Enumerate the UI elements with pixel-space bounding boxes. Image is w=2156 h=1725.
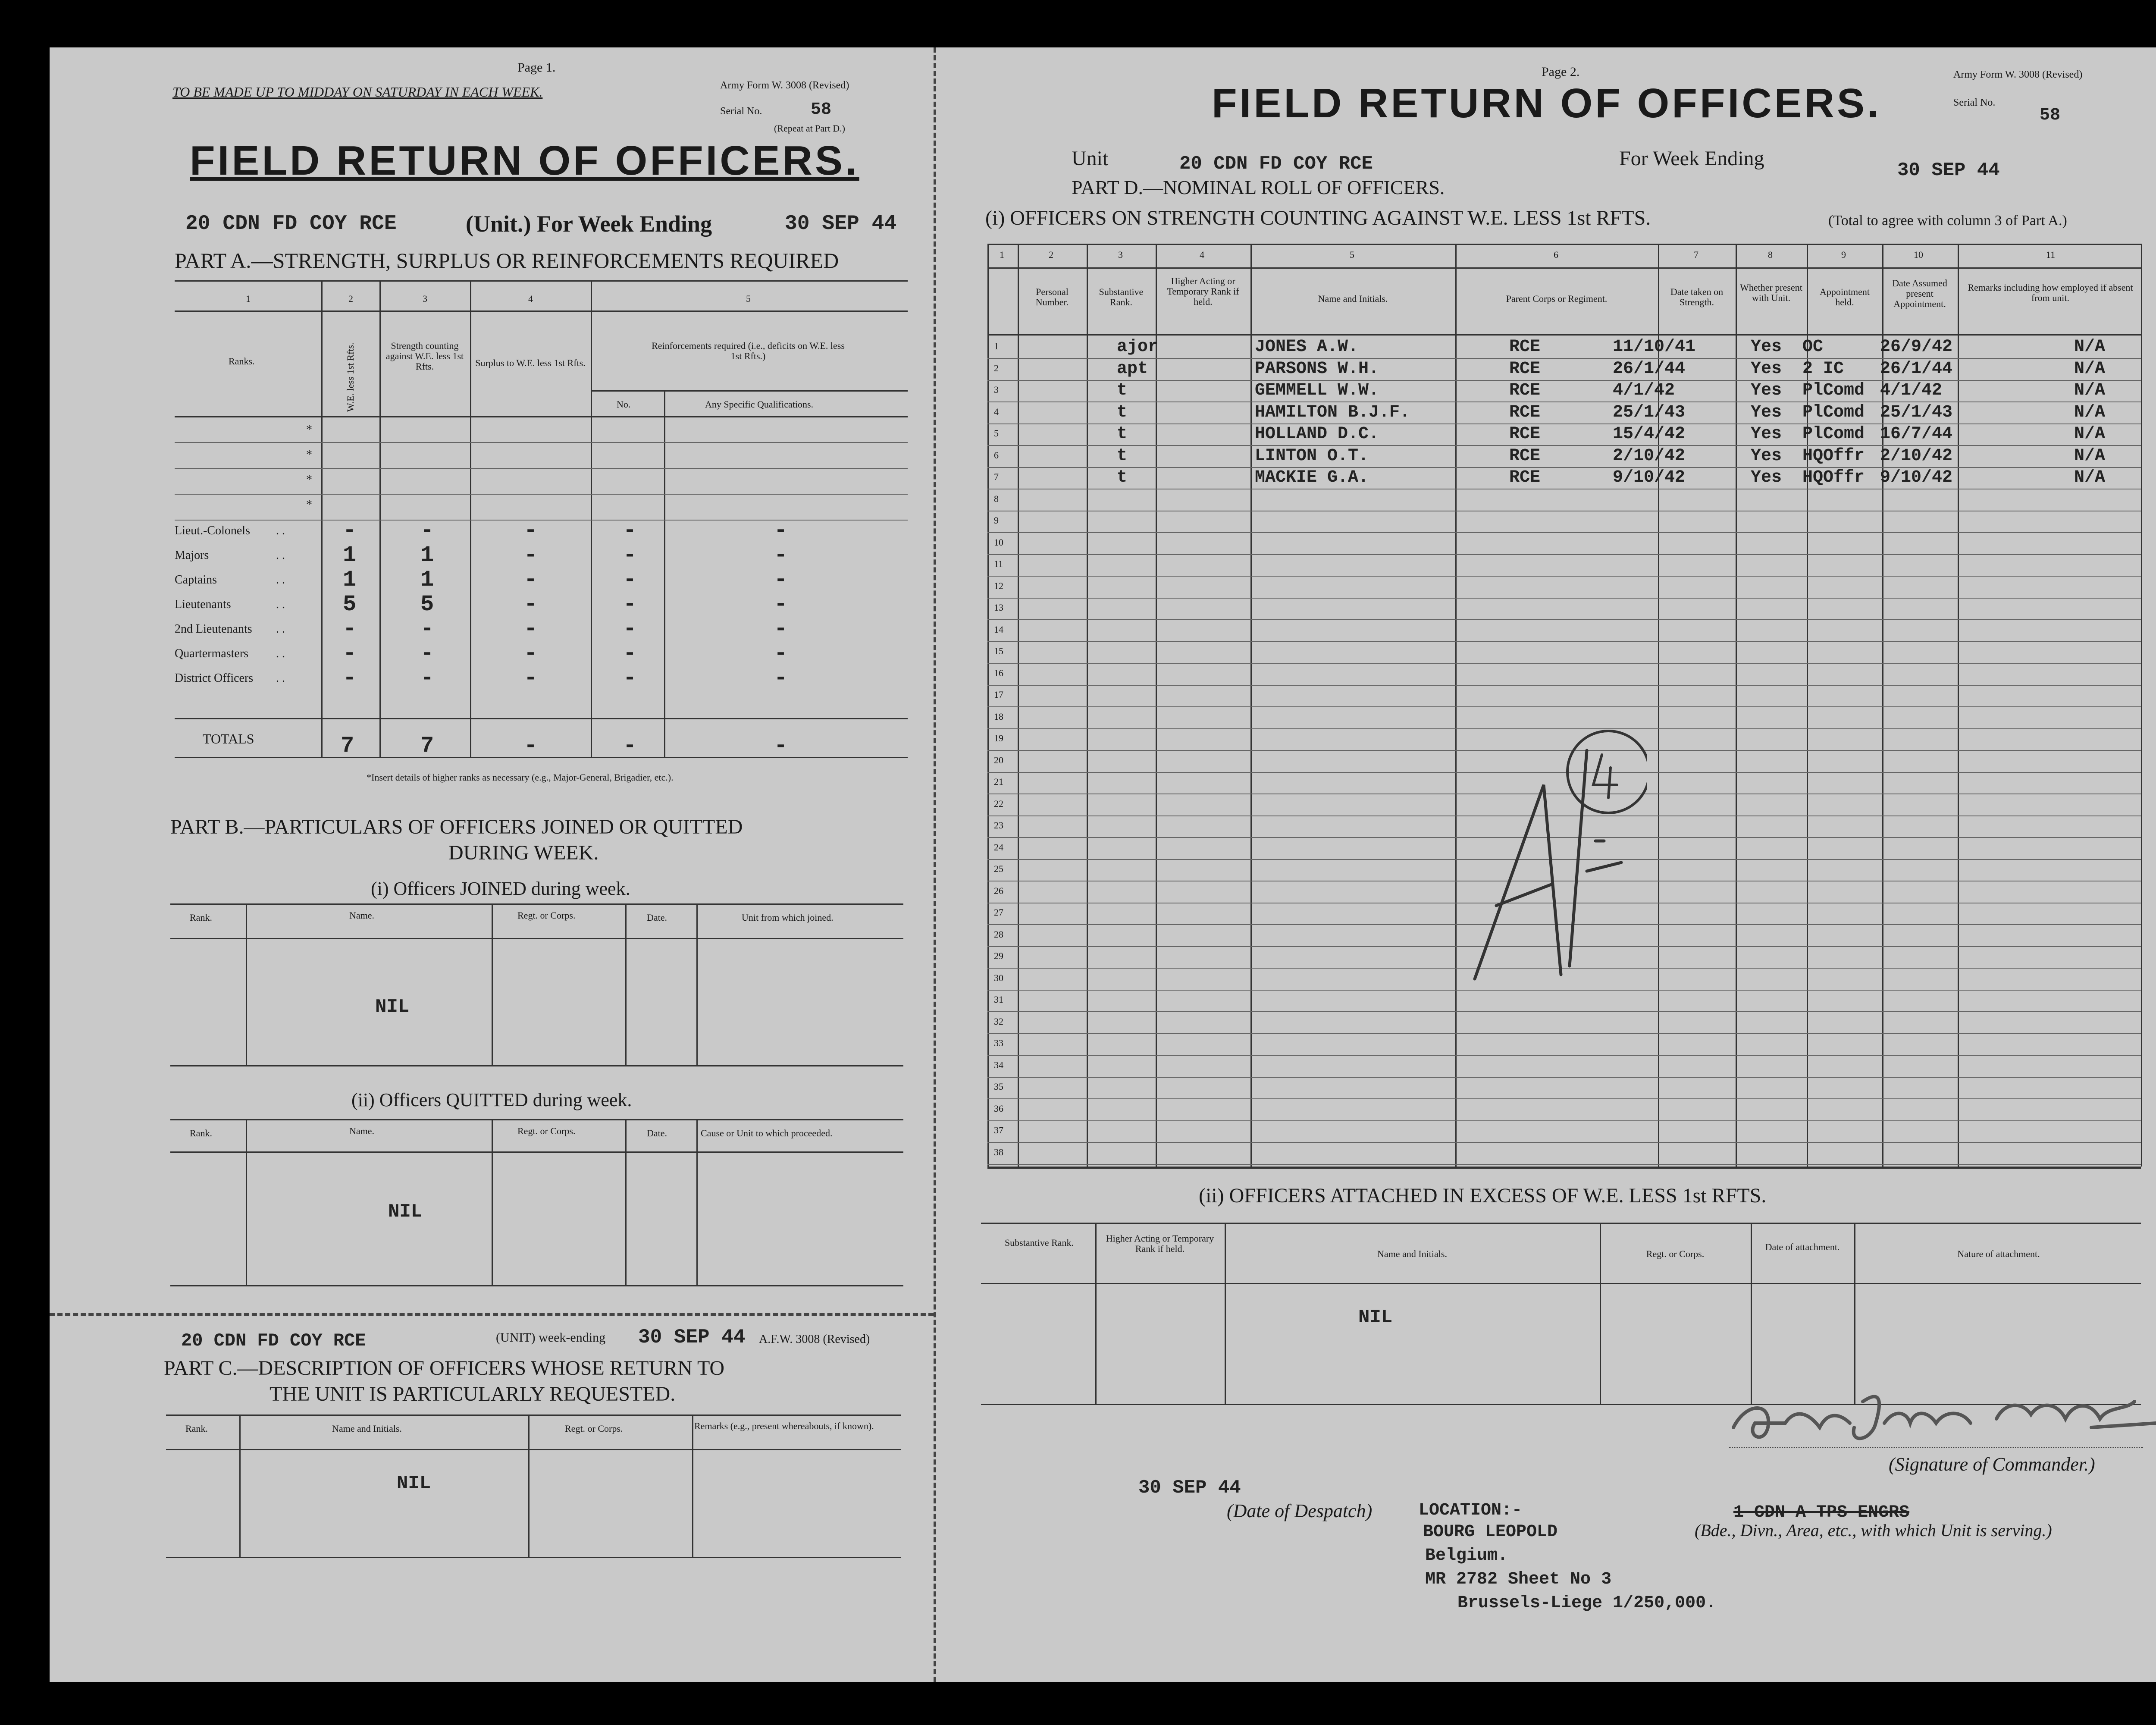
part-a-header-ranks: Ranks. <box>229 356 255 367</box>
part-c-nil: NIL <box>397 1473 431 1494</box>
right-page-title: FIELD RETURN OF OFFICERS. <box>1212 80 1881 126</box>
section-i-title: (i) OFFICERS ON STRENGTH COUNTING AGAINST W.E. LESS 1st RFTS. <box>985 207 1651 229</box>
row-number: 3 <box>994 384 999 395</box>
right-week-value: 30 SEP 44 <box>1897 160 2000 181</box>
officer-rank: t <box>1117 424 1128 444</box>
row-number: 9 <box>994 515 999 526</box>
officer-name: HOLLAND D.C. <box>1255 424 1379 444</box>
row-number: 36 <box>994 1103 1003 1114</box>
part-a-strength-value: - <box>420 665 434 691</box>
location-label: LOCATION:- <box>1419 1501 1523 1520</box>
joined-title: (i) Officers JOINED during week. <box>371 878 630 899</box>
officer-present: Yes <box>1751 446 1782 466</box>
part-a-we-value: - <box>343 641 357 666</box>
row-rule <box>987 423 2141 424</box>
leader-dots: . . <box>276 598 285 611</box>
officer-appointment: PlComd <box>1802 402 1865 422</box>
part-c-header-corps: Regt. or Corps. <box>565 1423 623 1434</box>
row-number: 20 <box>994 754 1003 765</box>
left-page-label: Page 1. <box>517 60 556 75</box>
row-number: 17 <box>994 689 1003 700</box>
row-rule <box>987 1055 2141 1056</box>
officer-corps: RCE <box>1509 337 1541 357</box>
totals-reinf-no: - <box>623 733 637 759</box>
right-serial-label: Serial No. <box>1953 97 1996 108</box>
header-date-appointment: Date Assumed present Appointment. <box>1892 278 1947 309</box>
row-number: 24 <box>994 841 1003 853</box>
row-rule <box>987 576 2141 577</box>
header-acting-rank: Higher Acting or Temporary Rank if held. <box>1167 276 1239 307</box>
officer-name: LINTON O.T. <box>1255 446 1369 466</box>
officer-name: MACKIE G.A. <box>1255 468 1369 487</box>
left-serial-note: (Repeat at Part D.) <box>774 123 845 134</box>
quitted-header-rank: Rank. <box>190 1128 212 1138</box>
part-a-we-value: - <box>343 518 357 543</box>
officer-rank: t <box>1117 402 1128 422</box>
row-rule <box>987 685 2141 686</box>
quitted-header-name: Name. <box>349 1126 375 1136</box>
officer-rank: ajor <box>1117 337 1159 357</box>
part-a-col-1: 1 <box>246 293 251 304</box>
attached-header-acting: Higher Acting or Temporary Rank if held. <box>1106 1233 1214 1254</box>
left-serial-value: 58 <box>811 100 832 119</box>
totals-we: 7 <box>341 733 354 759</box>
row-rule <box>987 401 2141 402</box>
officer-remarks: N/A <box>2074 337 2106 357</box>
officer-remarks: N/A <box>2074 446 2106 466</box>
row-number: 28 <box>994 928 1003 940</box>
row-number: 2 <box>994 362 999 373</box>
part-a-reinf-quals-value: - <box>774 665 788 691</box>
joined-header-unit: Unit from which joined. <box>742 912 834 923</box>
row-number: 18 <box>994 711 1003 722</box>
row-number: 7 <box>994 471 999 482</box>
officer-rank: apt <box>1117 359 1148 379</box>
officer-date-appointment: 4/1/42 <box>1880 381 1943 400</box>
attached-header-rank: Substantive Rank. <box>1004 1237 1074 1248</box>
part-a-reinf-quals-value: - <box>774 567 788 593</box>
left-week-value: 30 SEP 44 <box>785 212 897 235</box>
totals-reinf-quals: - <box>774 733 788 759</box>
part-a-col-2: 2 <box>348 293 353 304</box>
right-unit-value: 20 CDN FD COY RCE <box>1179 153 1373 175</box>
officer-corps: RCE <box>1509 381 1541 400</box>
formation-label: (Bde., Divn., Area, etc., with which Unit is serving.) <box>1695 1521 2052 1540</box>
row-number: 22 <box>994 798 1003 809</box>
leader-dots: . . <box>276 647 285 660</box>
officer-remarks: N/A <box>2074 468 2106 487</box>
part-d-title: PART D.—NOMINAL ROLL OF OFFICERS. <box>1072 176 1445 198</box>
part-a-we-value: 1 <box>343 543 357 568</box>
joined-nil: NIL <box>375 996 410 1018</box>
col-num-9: 9 <box>1841 249 1846 260</box>
part-a-strength-value: - <box>420 641 434 666</box>
part-a-header-reinf: Reinforcements required (i.e., deficits on W.E. less 1st Rfts.) <box>652 340 845 361</box>
right-form-number: Army Form W. 3008 (Revised) <box>1953 69 2083 80</box>
handwritten-app4-annotation <box>1457 699 1647 1000</box>
header-substantive-rank: Substantive Rank. <box>1099 286 1144 307</box>
officer-corps: RCE <box>1509 468 1541 487</box>
part-a-rank-label: Captains <box>175 573 217 586</box>
officer-appointment: HQOffr <box>1802 446 1865 466</box>
part-a-reinf-quals-value: - <box>774 592 788 617</box>
totals-label: TOTALS <box>203 731 254 746</box>
officer-date-tos: 26/1/44 <box>1613 359 1686 379</box>
row-number: 32 <box>994 1016 1003 1027</box>
col-num-6: 6 <box>1554 249 1558 260</box>
attached-header-corps: Regt. or Corps. <box>1646 1248 1705 1259</box>
officer-appointment: OC <box>1802 337 1824 357</box>
right-unit-label: Unit <box>1072 147 1109 170</box>
instruction-text: TO BE MADE UP TO MIDDAY ON SATURDAY IN EACH WEEK. <box>172 84 543 100</box>
part-a-we-value: 5 <box>343 592 357 617</box>
row-number: 37 <box>994 1125 1003 1135</box>
row-number: 15 <box>994 646 1003 656</box>
row-rule <box>987 467 2141 468</box>
leader-dots: . . <box>276 524 285 537</box>
officer-name: PARSONS W.H. <box>1255 359 1379 379</box>
row-rule <box>987 1098 2141 1099</box>
signature-label: (Signature of Commander.) <box>1889 1454 2095 1475</box>
part-a-rank-label: District Officers <box>175 671 254 685</box>
row-number: 26 <box>994 885 1003 896</box>
officer-date-tos: 25/1/43 <box>1613 402 1686 422</box>
part-c-unit-value: 20 CDN FD COY RCE <box>181 1330 366 1351</box>
row-number: 5 <box>994 428 999 439</box>
location-line-2: Belgium. <box>1425 1546 1508 1565</box>
part-a-we-value: 1 <box>343 567 357 593</box>
officer-present: Yes <box>1751 424 1782 444</box>
part-a-reinf-quals-value: - <box>774 616 788 642</box>
col-num-3: 3 <box>1118 249 1123 260</box>
part-a-strength-value: - <box>420 616 434 642</box>
officer-remarks: N/A <box>2074 402 2106 422</box>
part-a-rank-label: Lieutenants <box>175 598 231 611</box>
officer-corps: RCE <box>1509 424 1541 444</box>
part-a-reinf-quals-value: - <box>774 543 788 568</box>
row-rule <box>987 532 2141 533</box>
quitted-header-date: Date. <box>647 1128 667 1138</box>
officer-present: Yes <box>1751 381 1782 400</box>
part-c-week-value: 30 SEP 44 <box>638 1326 746 1349</box>
row-rule <box>987 445 2141 446</box>
row-rule <box>987 1011 2141 1012</box>
row-number: 1 <box>994 341 999 351</box>
row-rule <box>987 554 2141 555</box>
row-rule <box>987 1120 2141 1121</box>
part-a-we-value: - <box>343 665 357 691</box>
part-a-reinf-quals-value: - <box>774 518 788 543</box>
header-date-tos: Date taken on Strength. <box>1670 286 1724 307</box>
officer-corps: RCE <box>1509 446 1541 466</box>
row-number: 19 <box>994 733 1003 743</box>
row-number: 33 <box>994 1038 1003 1048</box>
row-number: 23 <box>994 820 1003 831</box>
part-a-reinf-no-value: - <box>623 641 637 666</box>
row-number: 31 <box>994 994 1003 1005</box>
despatch-label: (Date of Despatch) <box>1227 1500 1373 1521</box>
part-a-strength-value: - <box>420 518 434 543</box>
section-ii-title: (ii) OFFICERS ATTACHED IN EXCESS OF W.E. LESS 1st RFTS. <box>1199 1184 1767 1207</box>
left-page-title: FIELD RETURN OF OFFICERS. <box>190 138 859 184</box>
part-a-reinf-no-value: - <box>623 567 637 593</box>
attached-header-name: Name and Initials. <box>1377 1248 1447 1259</box>
attached-nil: NIL <box>1358 1307 1393 1328</box>
left-unit-value: 20 CDN FD COY RCE <box>185 212 397 235</box>
officer-present: Yes <box>1751 402 1782 422</box>
leader-dots: . . <box>276 622 285 636</box>
row-rule <box>987 1033 2141 1034</box>
part-a-col-5: 5 <box>746 293 751 304</box>
row-rule <box>987 1164 2141 1165</box>
row-number: 13 <box>994 602 1003 613</box>
col-num-5: 5 <box>1350 249 1354 260</box>
officer-present: Yes <box>1751 468 1782 487</box>
part-a-surplus-value: - <box>524 665 538 691</box>
col-num-10: 10 <box>1914 249 1923 260</box>
header-remarks: Remarks including how employed if absent from unit. <box>1968 282 2133 303</box>
row-number: 4 <box>994 406 999 417</box>
joined-header-rank: Rank. <box>190 912 212 923</box>
section-i-note: (Total to agree with column 3 of Part A.) <box>1828 213 2067 229</box>
officer-date-appointment: 16/7/44 <box>1880 424 1953 444</box>
part-b-title-2: DURING WEEK. <box>448 841 599 864</box>
header-appointment: Appointment held. <box>1819 286 1870 307</box>
part-a-rank-label: Quartermasters <box>175 647 249 660</box>
location-line-4: Brussels-Liege 1/250,000. <box>1457 1593 1717 1613</box>
higher-ranks-asterisks: * * * * <box>306 423 312 511</box>
officer-date-appointment: 2/10/42 <box>1880 446 1953 466</box>
part-b-title-1: PART B.—PARTICULARS OF OFFICERS JOINED OR QUITTED <box>170 815 743 838</box>
attached-header-nature: Nature of attachment. <box>1957 1248 2040 1259</box>
col-num-11: 11 <box>2046 249 2056 260</box>
officer-present: Yes <box>1751 359 1782 379</box>
header-corps: Parent Corps or Regiment. <box>1506 293 1608 304</box>
officer-present: Yes <box>1751 337 1782 357</box>
part-a-header-we: W.E. less 1st Rfts. <box>345 342 356 412</box>
part-a-reinf-quals-value: - <box>774 641 788 666</box>
part-c-title-1: PART C.—DESCRIPTION OF OFFICERS WHOSE RETURN TO <box>164 1357 725 1380</box>
commander-signature <box>1720 1376 2156 1453</box>
officer-name: GEMMELL W.W. <box>1255 381 1379 400</box>
col-num-4: 4 <box>1200 249 1204 260</box>
row-rule <box>987 663 2141 664</box>
part-a-reinf-no-value: - <box>623 616 637 642</box>
officer-date-tos: 9/10/42 <box>1613 468 1686 487</box>
right-week-label: For Week Ending <box>1619 147 1764 170</box>
quitted-title: (ii) Officers QUITTED during week. <box>351 1089 632 1110</box>
part-c-unit-label: (UNIT) week-ending <box>496 1330 606 1345</box>
officer-rank: t <box>1117 446 1128 466</box>
part-a-title: PART A.—STRENGTH, SURPLUS OR REINFORCEMENTS REQUIRED <box>175 248 839 273</box>
row-number: 10 <box>994 536 1003 548</box>
left-serial-label: Serial No. <box>720 106 762 117</box>
officer-name: JONES A.W. <box>1255 337 1359 357</box>
part-a-reinf-no-value: - <box>623 665 637 691</box>
officer-remarks: N/A <box>2074 381 2106 400</box>
totals-surplus: - <box>524 733 538 759</box>
part-a-rank-label: Majors <box>175 549 209 562</box>
part-a-strength-value: 1 <box>420 543 434 568</box>
quitted-nil: NIL <box>388 1201 423 1223</box>
part-c-form: A.F.W. 3008 (Revised) <box>759 1333 870 1346</box>
officer-corps: RCE <box>1509 359 1541 379</box>
part-a-reinf-no-value: - <box>623 543 637 568</box>
row-rule <box>987 619 2141 620</box>
officer-remarks: N/A <box>2074 359 2106 379</box>
part-a-rank-label: Lieut.-Colonels <box>175 524 250 537</box>
header-present: Whether present with Unit. <box>1740 282 1802 303</box>
header-personal-number: Personal Number. <box>1035 286 1069 307</box>
joined-header-corps: Regt. or Corps. <box>517 910 576 921</box>
totals-strength: 7 <box>420 733 434 759</box>
header-name: Name and Initials. <box>1318 293 1388 304</box>
part-a-header-strength: Strength counting against W.E. less 1st Rfts. <box>385 340 464 372</box>
left-unit-label: (Unit.) For Week Ending <box>466 211 712 237</box>
leader-dots: . . <box>276 549 285 562</box>
row-number: 25 <box>994 863 1003 874</box>
officer-rank: t <box>1117 381 1128 400</box>
row-rule <box>987 358 2141 359</box>
row-rule <box>987 598 2141 599</box>
col-num-1: 1 <box>1000 249 1004 260</box>
part-a-col-3: 3 <box>423 293 427 304</box>
formation-value: 1 CDN A TPS ENGRS <box>1733 1503 1910 1522</box>
row-number: 30 <box>994 972 1003 983</box>
officer-appointment: HQOffr <box>1802 468 1865 487</box>
quitted-header-cause: Cause or Unit to which proceeded. <box>701 1128 833 1138</box>
part-a-strength-value: 1 <box>420 567 434 593</box>
officer-date-appointment: 9/10/42 <box>1880 468 1953 487</box>
col-num-2: 2 <box>1049 249 1053 260</box>
officer-corps: RCE <box>1509 402 1541 422</box>
part-c-header-remarks: Remarks (e.g., present whereabouts, if known). <box>694 1421 874 1431</box>
location-line-3: MR 2782 Sheet No 3 <box>1425 1570 1612 1589</box>
row-rule <box>987 641 2141 642</box>
officer-date-appointment: 26/9/42 <box>1880 337 1953 357</box>
right-page-label: Page 2. <box>1542 65 1580 79</box>
joined-header-date: Date. <box>647 912 667 923</box>
officer-remarks: N/A <box>2074 424 2106 444</box>
part-a-we-value: - <box>343 616 357 642</box>
row-number: 21 <box>994 776 1003 787</box>
officer-name: HAMILTON B.J.F. <box>1255 402 1410 422</box>
officer-appointment: PlComd <box>1802 381 1865 400</box>
officer-date-appointment: 26/1/44 <box>1880 359 1953 379</box>
row-number: 29 <box>994 950 1003 961</box>
part-a-header-surplus: Surplus to W.E. less 1st Rfts. <box>475 358 586 368</box>
part-a-reinf-no-value: - <box>623 592 637 617</box>
part-a-surplus-value: - <box>524 616 538 642</box>
part-a-strength-value: 5 <box>420 592 434 617</box>
officer-date-tos: 15/4/42 <box>1613 424 1686 444</box>
part-c-cut-line <box>50 1313 934 1316</box>
officer-date-tos: 2/10/42 <box>1613 446 1686 466</box>
part-a-surplus-value: - <box>524 567 538 593</box>
right-serial-value: 58 <box>2040 106 2061 125</box>
row-rule <box>987 1142 2141 1143</box>
despatch-value: 30 SEP 44 <box>1138 1477 1241 1499</box>
row-number: 38 <box>994 1146 1003 1157</box>
part-c-header-name: Name and Initials. <box>332 1423 402 1434</box>
part-a-header-quals: Any Specific Qualifications. <box>705 399 814 410</box>
officer-date-tos: 11/10/41 <box>1613 337 1696 357</box>
part-a-surplus-value: - <box>524 518 538 543</box>
attached-header-date: Date of attachment. <box>1765 1242 1840 1252</box>
location-line-1: BOURG LEOPOLD <box>1423 1522 1558 1542</box>
row-number: 8 <box>994 493 999 504</box>
part-a-surplus-value: - <box>524 592 538 617</box>
part-a-rank-label: 2nd Lieutenants <box>175 622 252 636</box>
left-form-number: Army Form W. 3008 (Revised) <box>720 80 849 91</box>
joined-header-name: Name. <box>349 910 375 921</box>
row-number: 14 <box>994 624 1003 635</box>
part-a-col-4: 4 <box>528 293 533 304</box>
quitted-header-corps: Regt. or Corps. <box>517 1126 576 1136</box>
row-number: 16 <box>994 667 1003 678</box>
officer-date-appointment: 25/1/43 <box>1880 402 1953 422</box>
row-number: 6 <box>994 449 999 461</box>
part-c-title-2: THE UNIT IS PARTICULARLY REQUESTED. <box>270 1383 676 1405</box>
row-number: 34 <box>994 1059 1003 1070</box>
row-number: 12 <box>994 580 1003 591</box>
leader-dots: . . <box>276 671 285 685</box>
leader-dots: . . <box>276 573 285 586</box>
col-num-7: 7 <box>1694 249 1698 260</box>
officer-date-tos: 4/1/42 <box>1613 381 1675 400</box>
part-a-header-no: No. <box>617 399 631 410</box>
row-rule <box>987 1077 2141 1078</box>
row-number: 11 <box>994 558 1003 569</box>
row-number: 27 <box>994 907 1003 918</box>
insert-note: *Insert details of higher ranks as necessary (e.g., Major-General, Brigadier, etc.). <box>367 772 674 783</box>
part-a-reinf-no-value: - <box>623 518 637 543</box>
part-c-header-rank: Rank. <box>185 1423 208 1434</box>
part-a-surplus-value: - <box>524 543 538 568</box>
part-a-surplus-value: - <box>524 641 538 666</box>
officer-appointment: 2 IC <box>1802 359 1844 379</box>
row-rule <box>987 380 2141 381</box>
officer-rank: t <box>1117 468 1128 487</box>
col-num-8: 8 <box>1768 249 1773 260</box>
row-number: 35 <box>994 1081 1003 1092</box>
page-fold-divider <box>934 47 936 1682</box>
officer-appointment: PlComd <box>1802 424 1865 444</box>
